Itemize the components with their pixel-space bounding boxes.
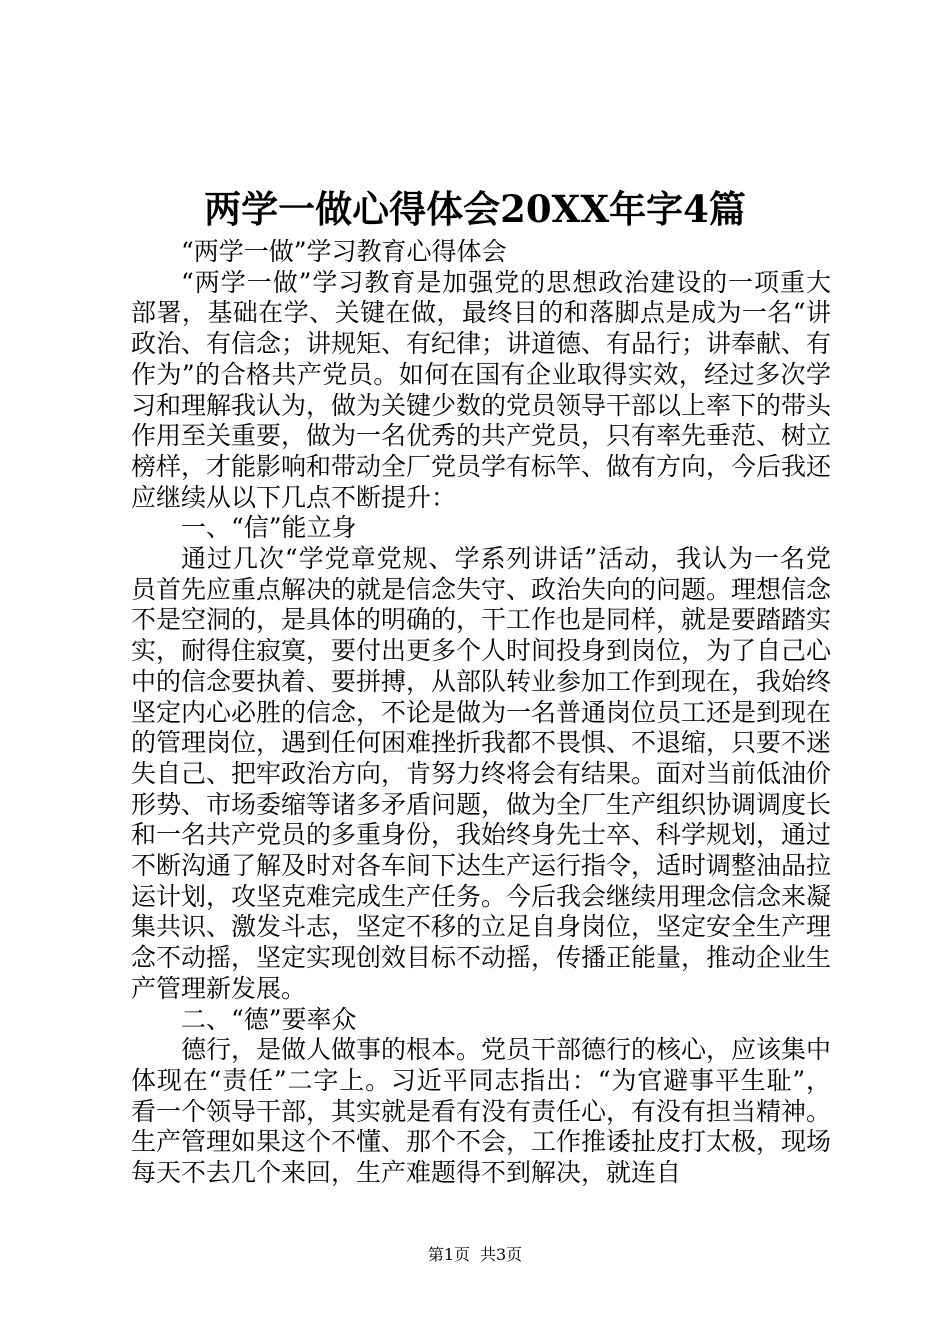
page-footer — [0, 1245, 950, 1265]
paragraph-subtitle: “两学一做”学习教育心得体会 — [181, 237, 507, 266]
document-body — [131, 237, 831, 1189]
document-title: 两学一做心得体会20XX年字4篇 — [204, 187, 746, 231]
paragraph-intro: “两学一做”学习教育是加强党的思想政治建设的一项重大部署，基础在学、关键在做，最终目的和落脚点是成为一名“讲政治、有信念；讲规矩、有纪律；讲道德、有品行；讲奉献、有作为”的合格共产党员。如何在国有企业取得实效，经过多次学习和理解我认为，做为关键少数的党员领导干部以上率下的带头作用至关重要，做为一名优秀的共产党员，只有率先垂范、树立榜样，才能影响和带动全厂党员学有标竿、做有方向，今后我还应继续从以下几点不断提升： — [131, 267, 832, 512]
section-heading-2: 二、“德”要率众 — [181, 1004, 357, 1034]
paragraph-section-2: 德行，是做人做事的根本。党员干部德行的核心，应该集中体现在“责任”二字上。习近平同志指出：“为官避事平生耻”，看一个领导干部，其实就是看有没有责任心，有没有担当精神。生产管理如果这个不懂、那个不会，工作推诿扯皮打太极，现场每天不去几个来回，生产难题得不到解决，就连自 — [131, 1035, 832, 1188]
paragraph-section-1: 通过几次“学党章党规、学系列讲话”活动，我认为一名党员首先应重点解决的就是信念失守、政治失向的问题。理想信念不是空洞的，是具体的明确的，干工作也是同样，就是要踏踏实实，耐得住寂寞，要付出更多个人时间投身到岗位，为了自己心中的信念要执着、要拼搏，从部队转业参加工作到现在，我始终坚定内心必胜的信念，不论是做为一名普通岗位员工还是到现在的管理岗位，遇到任何困难挫折我都不畏惧、不退缩，只要不迷失自己、把牢政治方向，肯努力终将会有结果。面对当前低油价形势、市场委缩等诸多矛盾问题，做为全厂生产组织协调调度长和一名共产党员的多重身份，我始终身先士卒、科学规划，通过不断沟通了解及时对各车间下达生产运行指令，适时调整油品拉运计划，攻坚克难完成生产任务。今后我会继续用理念信念来凝集共识、激发斗志，坚定不移的立足自身岗位，坚定安全生产理念不动摇，坚定实现创效目标不动摇，传播正能量，推动企业生产管理新发展。 — [131, 544, 832, 1003]
page-total: 共3页 — [480, 1245, 523, 1264]
page-number: 第1页 — [427, 1245, 470, 1264]
section-heading-1: 一、“信”能立身 — [181, 513, 357, 543]
